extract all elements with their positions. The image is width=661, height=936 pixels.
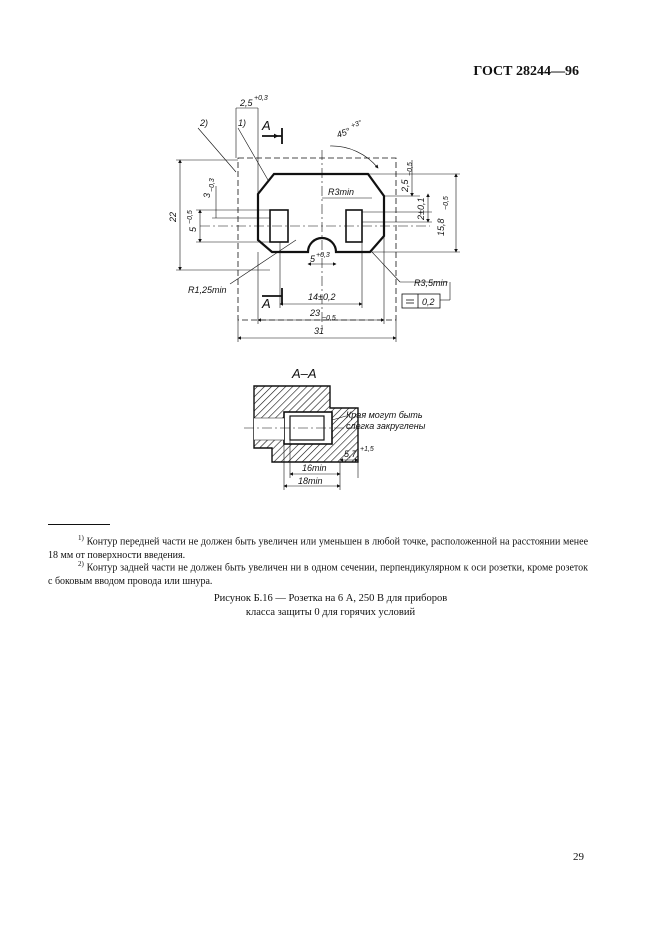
dim-23: 23: [310, 308, 321, 318]
dim-2-5-top-tol: +0,3: [254, 95, 268, 102]
dim-5-7-tol: +1,5: [360, 446, 374, 453]
dim-2-5-right: 2,5: [400, 179, 410, 192]
dim-2-5-top: 2,5: [240, 98, 253, 108]
footnote-2-text: Контур задней части не должен быть увеличен ни в одном сечении, перпендикулярном к оси розетки, кроме розеток с боковым вводом провода или шнура.: [48, 562, 589, 588]
dim-16min: 16min: [302, 463, 327, 473]
section-mark-bottom: A: [262, 296, 271, 311]
dim-3: 3: [202, 192, 212, 198]
footnote-divider: [48, 524, 110, 525]
dim-2: 2±0,1: [416, 197, 426, 220]
r35-label: R3,5min: [414, 278, 448, 288]
callout-1-label: 1): [238, 118, 247, 128]
footnote-2-mark: 2): [78, 560, 84, 568]
footnote-2: [48, 557, 588, 589]
document-header: ГОСТ 28244—96: [473, 64, 579, 79]
footnote-1-text: Контур передней части не должен быть увеличен или уменьшен в любой точке, расположенной на расстоянии менее 18 мм от поверхности введения.: [48, 536, 589, 562]
dim-5-7: 5,7: [344, 449, 357, 459]
dim-15-8-tol: −0,5: [443, 196, 450, 210]
section-mark-top: A: [262, 118, 271, 133]
dim-5-slot-tol: +0,3: [316, 252, 330, 259]
caption-line-1: Рисунок Б.16 — Розетка на 6 А, 250 В для приборов: [213, 593, 448, 604]
flatness-value: 0,2: [422, 297, 435, 307]
section-title: A–A: [292, 366, 317, 381]
callout-2-label: 2): [200, 118, 209, 128]
caption-line-2: класса защиты 0 для горячих условий: [245, 607, 416, 618]
dim-5: 5: [188, 226, 198, 232]
socket-profile: [258, 174, 384, 252]
figure-caption: [0, 592, 661, 620]
page-number: 29: [573, 851, 584, 863]
angle-label: 45°: [335, 125, 352, 140]
note-line-1: Края могут быть: [346, 410, 423, 420]
r125-label: R1,25min: [188, 285, 227, 295]
dim-15-8: 15,8: [436, 218, 446, 236]
dim-14: 14±0,2: [308, 292, 336, 302]
angle-tol: +3°: [350, 119, 363, 130]
dim-2-5-right-tol: −0,5: [407, 162, 414, 176]
front-view: [176, 108, 460, 342]
dim-3-tol: −0,3: [209, 178, 216, 192]
note-line-2: слегка закруглены: [346, 421, 426, 431]
footnote-1-mark: 1): [78, 534, 84, 542]
dim-31: 31: [314, 326, 325, 336]
dim-18min: 18min: [298, 476, 323, 486]
dim-23-tol: −0,5: [322, 315, 336, 322]
section-view: [244, 386, 366, 490]
dim-5-tol: −0,5: [187, 210, 194, 224]
r3-label: R3min: [328, 187, 355, 197]
dim-22: 22: [168, 211, 178, 222]
dim-5-slot: 5: [310, 254, 316, 264]
